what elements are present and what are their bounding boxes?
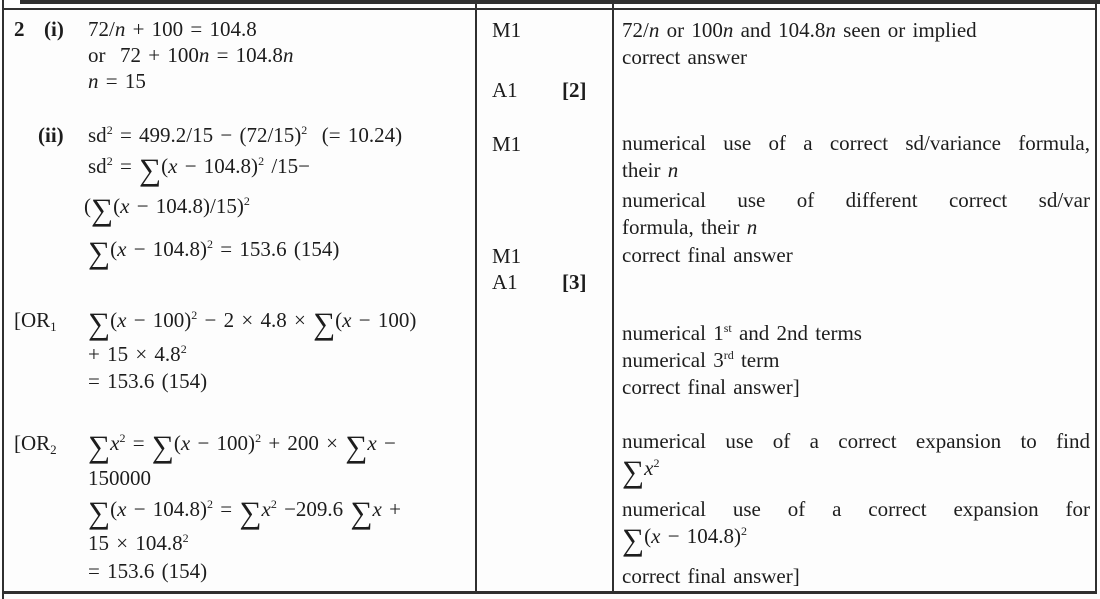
comment-line: numerical use of a correct expansion to find xyxy=(622,429,1090,453)
answer-line: $15 \times 104.8^2$ xyxy=(88,531,189,555)
answer-line: $\sum(x - 104.8)^2 = 153.6$ (154) xyxy=(88,235,340,270)
comment-line: numerical 1st and 2nd terms xyxy=(622,321,862,345)
comment-line: $\sum(x - 104.8)^2$ xyxy=(622,522,748,557)
comment-line: correct answer xyxy=(622,45,748,69)
comment-line: numerical use of different correct sd/var xyxy=(622,188,1090,212)
part-label-or2: [$OR_2$ xyxy=(14,431,57,457)
comment-line: numerical use of a correct sd/variance formula, xyxy=(622,131,1090,155)
mark-total: [3] xyxy=(562,270,587,294)
mark-code: M1 xyxy=(492,18,522,42)
comment-line: $\sum x^2$ xyxy=(622,454,660,489)
mark-code: M1 xyxy=(492,132,522,156)
comment-line: numerical use of a correct expansion for xyxy=(622,497,1090,521)
part-label-i: (i) xyxy=(44,17,64,41)
comment-line: their n xyxy=(622,158,679,182)
answer-line: = 153.6 (154) xyxy=(88,559,208,583)
answer-line: $\sum x^2 = \sum(x - 100)^2 + 200 \times \sum x$ − xyxy=(88,429,396,464)
answer-line: $\sum(x - 100)^2 - 2 \times 4.8 \times \sum(x - 100)$ xyxy=(88,306,417,341)
table-divider-marks-comments xyxy=(612,0,614,593)
comment-line: numerical 3rd term xyxy=(622,348,780,372)
mark-total: [2] xyxy=(562,78,587,102)
part-label-ii: (ii) xyxy=(38,123,64,147)
answer-line: + $15 \times 4.8^2$ xyxy=(88,342,187,366)
comment-line: formula, their n xyxy=(622,215,758,239)
comment-line: correct final answer] xyxy=(622,564,800,588)
mark-code: A1 xyxy=(492,78,518,102)
answer-line: 72/n + 100 = 104.8 xyxy=(88,17,257,41)
table-top-edge-rule xyxy=(20,0,1100,4)
answer-line: 150000 xyxy=(88,466,151,490)
answer-line: $(\sum(x - 104.8)/15)^2$ xyxy=(84,192,250,227)
answer-line: = 153.6 (154) xyxy=(88,369,208,393)
question-number: 2 xyxy=(14,17,25,41)
table-row-top-border xyxy=(2,8,1097,10)
comment-line: correct final answer] xyxy=(622,375,800,399)
answer-line: or 72 + 100n = 104.8n xyxy=(88,43,294,67)
table-right-border xyxy=(1095,0,1097,593)
answer-line: $sd^2 = 499.2/15 - (72/15)^2$ (= 10.24) xyxy=(88,123,403,147)
table-divider-answer-marks xyxy=(475,0,477,593)
comment-line: correct final answer xyxy=(622,243,793,267)
mark-code: A1 xyxy=(492,270,518,294)
table-row-bottom-border xyxy=(2,591,1097,594)
answer-line: $\sum(x - 104.8)^2 = \sum x^2 -209.6$ ∑x + xyxy=(88,495,401,530)
comment-line: 72/n or 100n and 104.8n seen or implied xyxy=(622,18,977,42)
part-label-or1: [$OR_1$ xyxy=(14,308,57,334)
answer-line: n = 15 xyxy=(88,69,146,93)
table-left-border xyxy=(2,0,4,599)
mark-code: M1 xyxy=(492,244,522,268)
answer-line: $sd^2 = \sum(x - 104.8)^2$ /15− xyxy=(88,152,310,187)
